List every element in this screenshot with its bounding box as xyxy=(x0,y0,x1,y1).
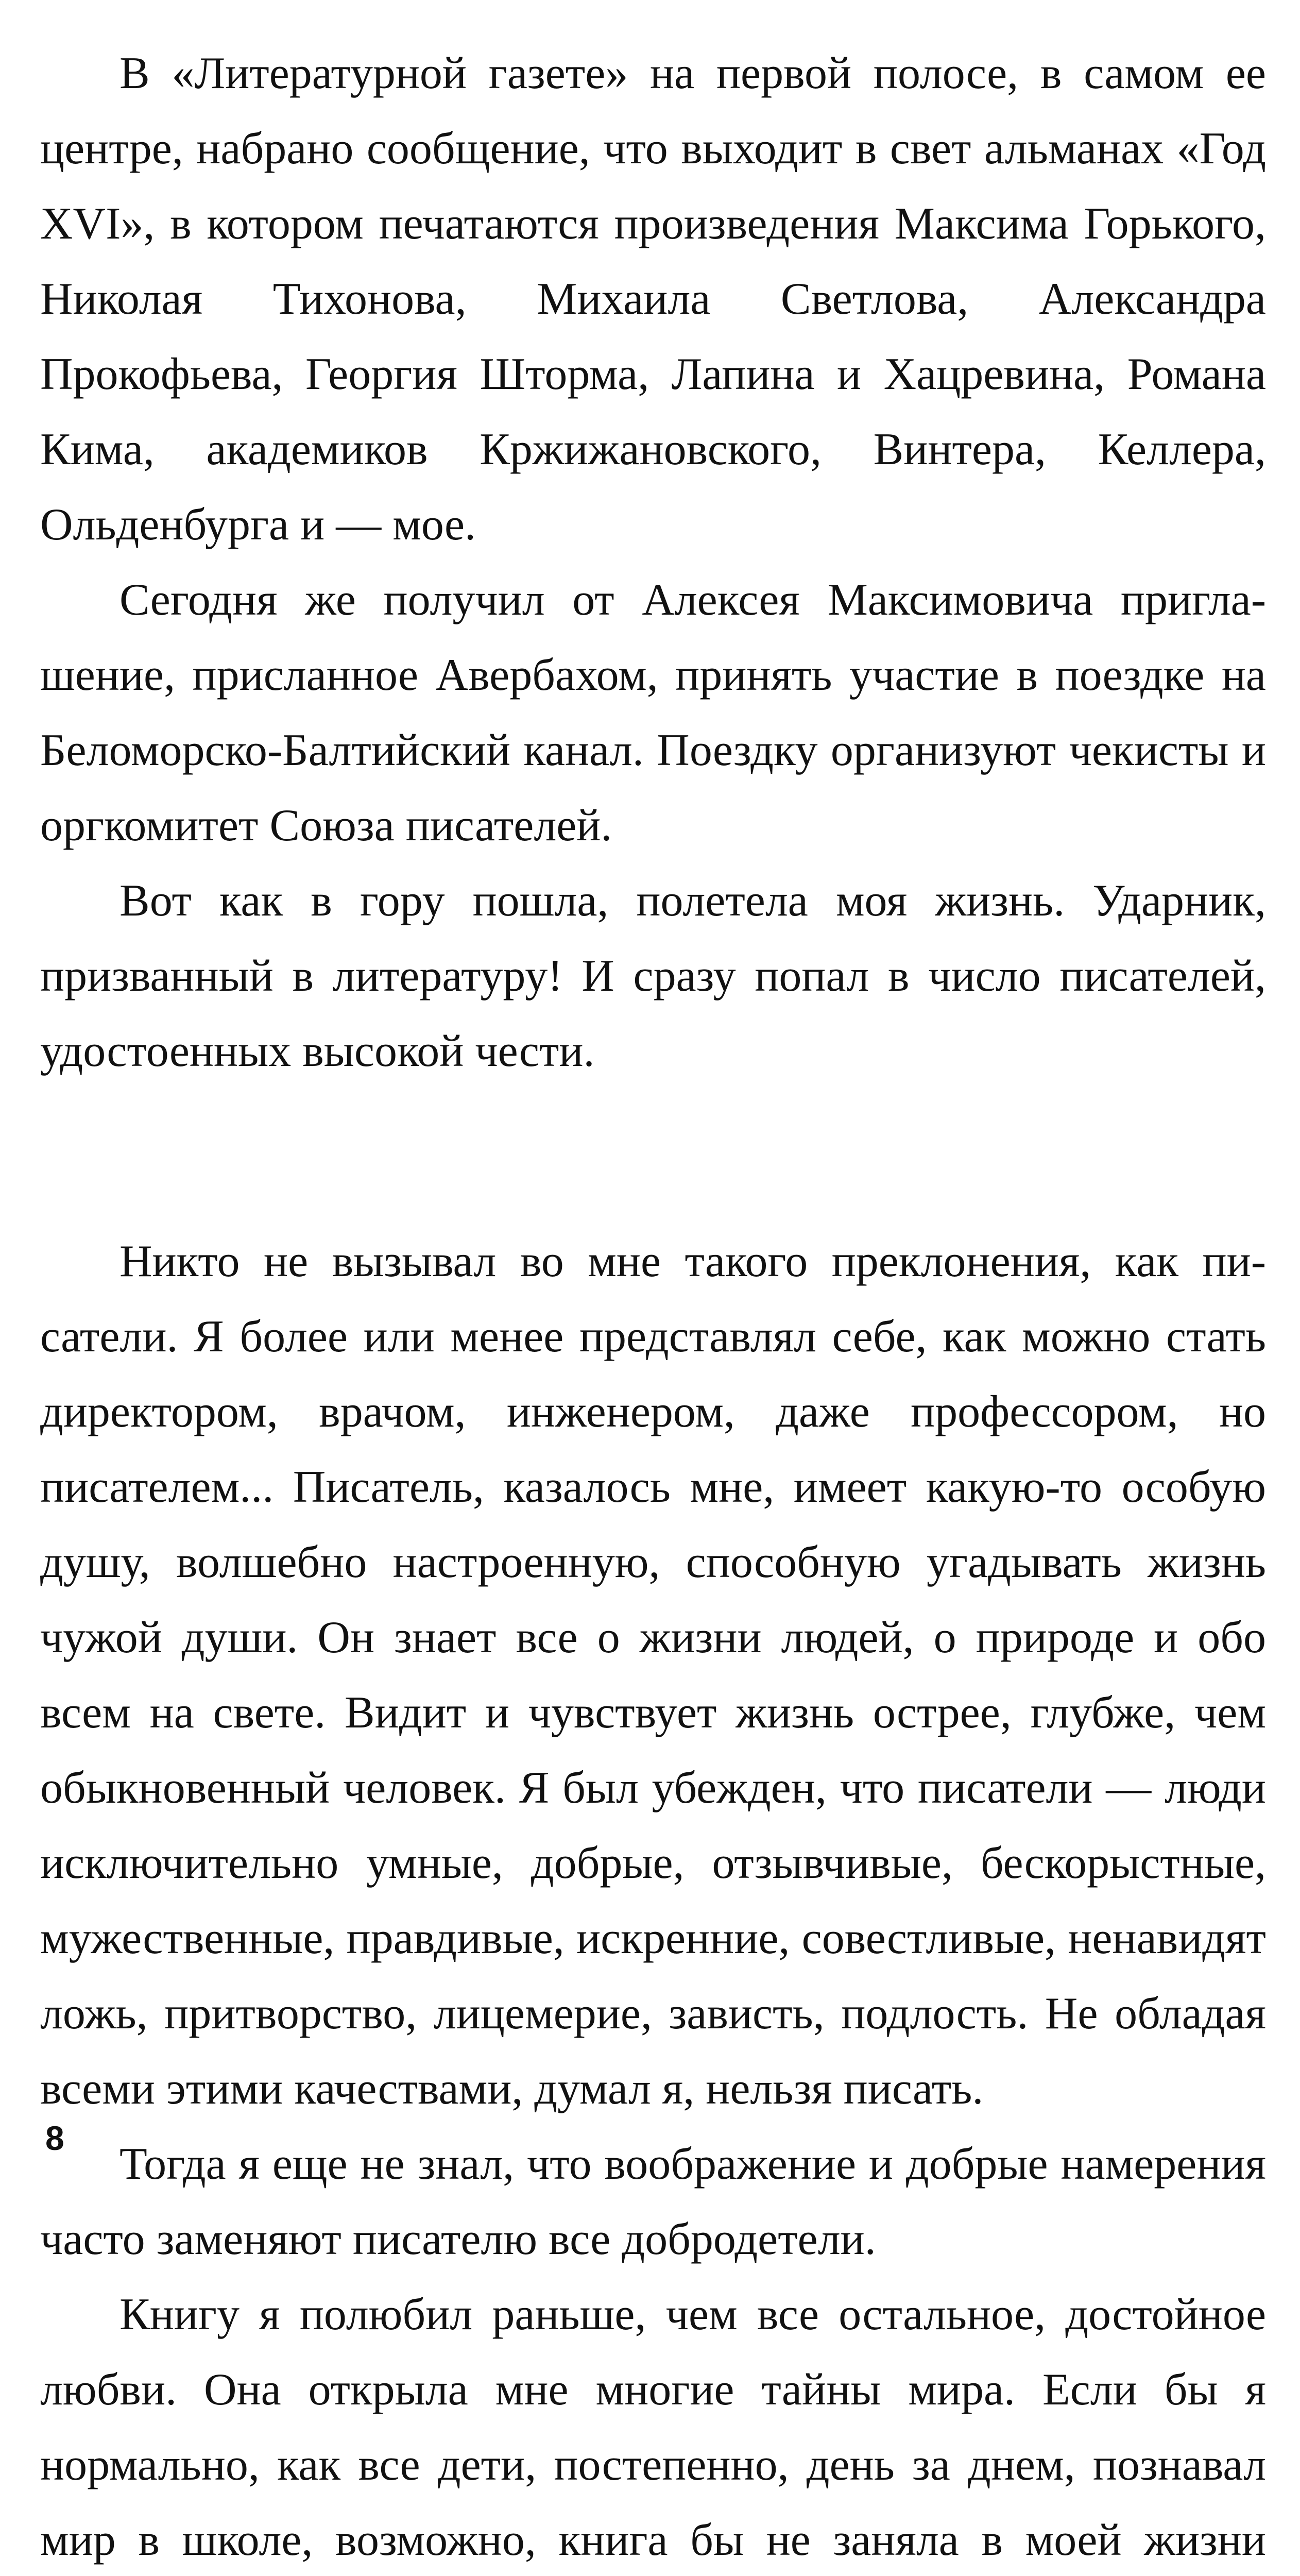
paragraph: Вот как в гору пошла, полетела моя жизнь. Ударник, призванный в литературу! И сразу попал в число писателей, удостоенных высокой чести. xyxy=(40,876,1266,1076)
paragraph: Сегодня же получил от Алексея Максимовича приглашение, присланное Авербахом, принять участие в поездке на Беломорско-Балтийский канал. Поездку организуют чекисты и оргкомитет Союза писателей. xyxy=(40,575,1266,851)
text-section-2 xyxy=(40,1224,1266,2576)
paragraph: В «Литературной газете» на первой полосе, в самом ее центре, набрано сообщение, что выходит в свет альманах «Год XVI», в котором печатаются произведения Максима Горького, Николая Тихонова, Михаила Светлова, Александра Прокофьева, Георгия Шторма, Лапина и Хацревина, Романа Кима, академиков Кржижановского, Винтера, Келлера, Ольденбурга и — мое. xyxy=(40,48,1266,550)
paragraph: Никто не вызывал во мне такого преклонения, как писатели. Я более или менее представлял себе, как можно стать директором, врачом, инженером, даже профессором, но писателем... Писатель, казалось мне, имеет какую-то особую душу, волшебно настроенную, способную угадывать жизнь чужой души. Он знает все о жизни людей, о природе и обо всем на свете. Видит и чувствует жизнь острее, глубже, чем обыкновенный человек. Я был убежден, что писатели — люди исключительно умные, добрые, отзывчивые, бескорыстные, мужественные, правдивые, искренние, совестливые, ненавидят ложь, притворство, лицемерие, зависть, подлость. Не обладая всеми этими качествами, думал я, нельзя писать. xyxy=(40,1236,1266,2114)
paragraph: Книгу я полюбил раньше, чем все остальное, достойное любви. Она открыла мне многие тайны мира. Если бы я нормально, как все дети, постепенно, день за днем, познавал мир в школе, возможно, книга бы не заняла в моей жизни xyxy=(40,2290,1266,2565)
section-break xyxy=(40,1089,1266,1224)
page-number: 8 xyxy=(45,2119,64,2157)
text-section-1 xyxy=(40,36,1266,1089)
page-body xyxy=(40,36,1266,2576)
paragraph: Тогда я еще не знал, что воображение и добрые намерения часто заменяют писателю все добродетели. xyxy=(40,2139,1266,2264)
